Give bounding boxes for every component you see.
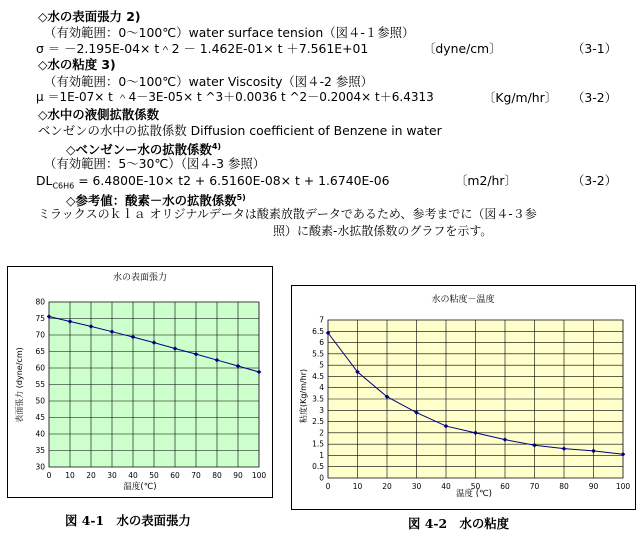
y-tick-label: 80 bbox=[35, 297, 45, 307]
y-tick-label: 4.5 bbox=[312, 371, 324, 381]
x-tick-label: 50 bbox=[470, 482, 481, 491]
x-tick-label: 80 bbox=[559, 482, 569, 491]
y-tick-label: 7 bbox=[319, 315, 324, 325]
y-tick-label: 0.5 bbox=[312, 462, 324, 472]
y-tick-label: 45 bbox=[35, 413, 45, 422]
y-tick-label: 35 bbox=[35, 446, 45, 455]
x-tick-label: 50 bbox=[149, 471, 159, 480]
heading-ref: 5) bbox=[236, 193, 246, 202]
heading-text: ◇参考値：酸素－水の拡散係数 bbox=[66, 193, 237, 209]
x-tick-label: 80 bbox=[212, 471, 222, 480]
y-axis-label: 表面張力 (dyne/cm) bbox=[15, 347, 24, 423]
surface-tension-heading bbox=[38, 9, 141, 24]
viscosity-chart bbox=[291, 285, 636, 510]
equation-text: = 6.4800E-10× t2 + 6.5160E-08× t + 1.6740E-06 bbox=[78, 173, 390, 188]
y-tick-label: 1 bbox=[319, 450, 324, 460]
y-tick-label: 1.5 bbox=[312, 439, 324, 449]
x-tick-label: 60 bbox=[170, 471, 180, 480]
x-tick-label: 0 bbox=[325, 482, 331, 491]
x-tick-label: 20 bbox=[86, 471, 96, 480]
reference-line-1: ミラックスのｋｌａ オリジナルデータは酸素放散データであるため、参考までに（図４-３参 bbox=[38, 207, 537, 221]
x-tick-label: 10 bbox=[352, 482, 363, 491]
x-tick-label: 100 bbox=[615, 482, 631, 491]
x-axis-label: 温度 (℃) bbox=[456, 489, 492, 499]
y-tick-label: 5.5 bbox=[312, 349, 324, 359]
viscosity-chart-svg bbox=[292, 286, 635, 509]
x-tick-label: 70 bbox=[191, 471, 201, 480]
surface-tension-equation: σ ＝ －2.195E-04× t＾2 － 1.462E-01× t ＋7.561E+01 bbox=[36, 41, 369, 56]
surface-tension-range: （有効範囲：0～100℃）water surface tension（図４-１参照） bbox=[44, 25, 415, 40]
y-tick-label: 4 bbox=[319, 383, 324, 393]
y-tick-label: 6.5 bbox=[312, 326, 324, 336]
y-tick-label: 2 bbox=[319, 428, 324, 438]
viscosity-equation: μ ＝1E-07× t ＾4－3E-05× t ^3＋0.0036 t ^2－0.2004× t＋6.4313 bbox=[36, 90, 434, 104]
x-tick-label: 30 bbox=[411, 482, 422, 491]
x-tick-label: 40 bbox=[441, 482, 451, 491]
x-tick-label: 10 bbox=[65, 471, 75, 480]
x-tick-label: 0 bbox=[46, 471, 52, 480]
y-axis-label: 粘度(Kg/m/hr) bbox=[299, 368, 308, 424]
y-tick-label: 65 bbox=[35, 347, 45, 356]
y-tick-label: 3.5 bbox=[312, 394, 324, 404]
surface-tension-chart bbox=[7, 266, 273, 498]
x-tick-label: 90 bbox=[233, 471, 243, 480]
x-tick-label: 20 bbox=[382, 482, 392, 491]
y-tick-label: 2.5 bbox=[312, 417, 324, 427]
viscosity-heading bbox=[38, 57, 116, 72]
y-tick-label: 30 bbox=[35, 462, 45, 472]
heading-ref: 3) bbox=[101, 57, 116, 72]
heading-text: ◇水の粘度 bbox=[38, 57, 98, 72]
x-tick-label: 90 bbox=[588, 482, 599, 491]
y-tick-label: 70 bbox=[35, 330, 45, 340]
heading-ref: 4) bbox=[211, 142, 222, 151]
heading-text: ◇ベンゼンー水の拡散係数 bbox=[66, 142, 212, 158]
x-axis-label: 温度(℃) bbox=[123, 482, 157, 492]
x-tick-label: 70 bbox=[529, 482, 540, 491]
y-tick-label: 0 bbox=[319, 473, 324, 483]
x-tick-label: 40 bbox=[128, 471, 138, 480]
reference-heading bbox=[66, 190, 246, 208]
diffusion-range: （有効範囲：5～30℃）（図４-3 参照） bbox=[44, 156, 266, 171]
reference-line-2: 照）に酸素-水拡散係数のグラフを示す。 bbox=[273, 224, 493, 238]
viscosity-range: （有効範囲：0～100℃）water Viscosity（図４-2 参照） bbox=[44, 74, 374, 89]
figure-caption-4-1: 図 4-1 水の表面張力 bbox=[65, 513, 191, 528]
diffusion-unit: 〔m2/hr〕 bbox=[455, 173, 517, 188]
figure-caption-4-2: 図 4-2 水の粘度 bbox=[408, 516, 510, 531]
y-tick-label: 5 bbox=[319, 360, 324, 370]
surface-tension-unit: 〔dyne/cm〕 bbox=[423, 41, 502, 56]
equation-number: （3-2） bbox=[572, 90, 618, 105]
heading-text: ◇水の表面張力 bbox=[38, 9, 122, 24]
y-tick-label: 3 bbox=[319, 405, 324, 415]
benzene-heading bbox=[66, 139, 221, 157]
y-tick-label: 6 bbox=[319, 338, 324, 348]
chart-title: 水の表面張力 bbox=[112, 273, 168, 283]
y-tick-label: 55 bbox=[35, 380, 45, 389]
x-tick-label: 60 bbox=[500, 482, 510, 491]
diffusion-subtitle: ベンゼンの水中の拡散係数 Diffusion coefficient of Benzene in water bbox=[38, 123, 442, 138]
y-tick-label: 50 bbox=[35, 396, 45, 406]
heading-ref: 2) bbox=[126, 9, 141, 24]
dl-symbol: DL bbox=[36, 173, 53, 188]
x-tick-label: 30 bbox=[107, 471, 117, 480]
viscosity-unit: 〔Kg/m/hr〕 bbox=[483, 90, 558, 105]
diffusion-heading: ◇水中の液側拡散係数 bbox=[38, 107, 160, 122]
equation-number: （3-2） bbox=[572, 173, 618, 188]
surface-tension-chart-svg bbox=[8, 267, 272, 497]
x-tick-label: 100 bbox=[251, 471, 267, 480]
y-tick-label: 60 bbox=[35, 363, 45, 373]
y-tick-label: 75 bbox=[35, 314, 45, 323]
y-tick-label: 40 bbox=[35, 429, 45, 439]
chart-title: 水の粘度－温度 bbox=[431, 295, 495, 305]
dl-subscript: C6H6 bbox=[52, 181, 75, 191]
equation-number: （3-1） bbox=[572, 41, 618, 56]
